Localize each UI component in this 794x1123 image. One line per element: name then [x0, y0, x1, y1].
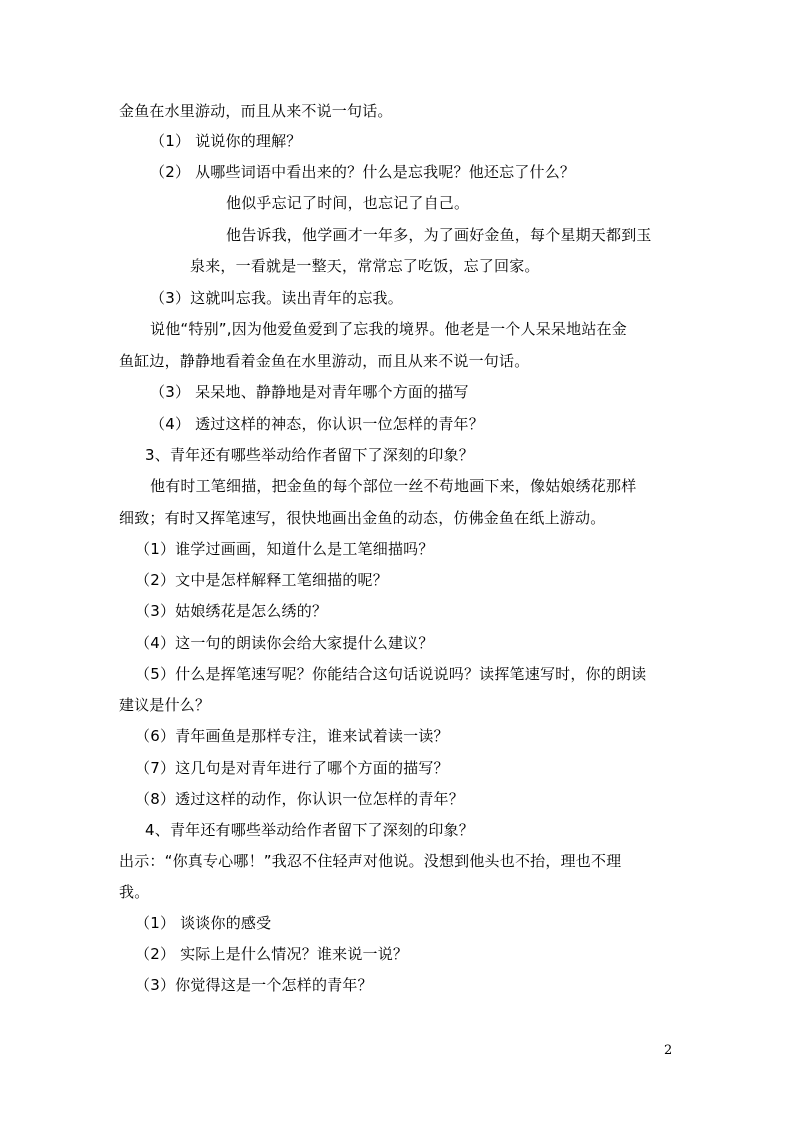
question-item: （2）文中是怎样解释工笔细描的呢？ — [135, 571, 388, 589]
question-item: （1） 谈谈你的感受 — [135, 914, 272, 932]
question-item: （1）谁学过画画，知道什么是工笔细描吗？ — [135, 540, 434, 558]
question-item: （3） 呆呆地、静静地是对青年哪个方面的描写 — [150, 383, 469, 401]
quote-line: 泉来，一看就是一整天，常常忘了吃饭，忘了回家。 — [190, 257, 540, 275]
question-item: （4） 透过这样的神态，你认识一位怎样的青年？ — [150, 415, 484, 433]
paragraph-line: 金鱼在水里游动，而且从来不说一句话。 — [119, 102, 393, 120]
paragraph-line: 说他“特别”,因为他爱鱼爱到了忘我的境界。他老是一个人呆呆地站在金 — [150, 320, 627, 338]
paragraph-line: 细致；有时又挥笔速写，很快地画出金鱼的动态，仿佛金鱼在纸上游动。 — [119, 509, 606, 527]
question-item: （3）你觉得这是一个怎样的青年？ — [135, 976, 373, 994]
question-item: （4）这一句的朗读你会给大家提什么建议？ — [135, 634, 434, 652]
question-item: （8）透过这样的动作，你认识一位怎样的青年？ — [135, 790, 464, 808]
question-item: 建议是什么？ — [119, 696, 211, 714]
paragraph-line: 鱼缸边，静静地看着金鱼在水里游动，而且从来不说一句话。 — [119, 352, 530, 370]
question-item: （6）青年画鱼是那样专注，谁来试着读一读？ — [135, 727, 449, 745]
question-item: （3）姑娘绣花是怎么绣的？ — [135, 602, 328, 620]
paragraph-line: 出示：“你真专心哪！”我忍不住轻声对他说。没想到他头也不抬，理也不理 — [119, 852, 622, 870]
quote-line: 他似乎忘记了时间，也忘记了自己。 — [226, 194, 470, 212]
question-item: （7）这几句是对青年进行了哪个方面的描写？ — [135, 759, 449, 777]
question-item: （2） 实际上是什么情况？谁来说一说？ — [135, 945, 409, 963]
section-heading: 3、青年还有哪些举动给作者留下了深刻的印象？ — [145, 446, 474, 464]
section-heading: 4、青年还有哪些举动给作者留下了深刻的印象？ — [145, 821, 474, 839]
paragraph-line: 我。 — [119, 883, 150, 901]
paragraph-line: 他有时工笔细描，把金鱼的每个部位一丝不苟地画下来，像姑娘绣花那样 — [150, 477, 637, 495]
quote-line: 他告诉我，他学画才一年多，为了画好金鱼，每个星期天都到玉 — [226, 226, 652, 244]
question-item: （5）什么是挥笔速写呢？你能结合这句话说说吗？读挥笔速写时，你的朗读 — [135, 665, 647, 683]
question-item: （1） 说说你的理解？ — [150, 132, 302, 150]
question-item: （3）这就叫忘我。读出青年的忘我。 — [150, 289, 403, 307]
page-number: 2 — [664, 1043, 673, 1058]
question-item: （2） 从哪些词语中看出来的？什么是忘我呢？他还忘了什么？ — [150, 163, 576, 181]
